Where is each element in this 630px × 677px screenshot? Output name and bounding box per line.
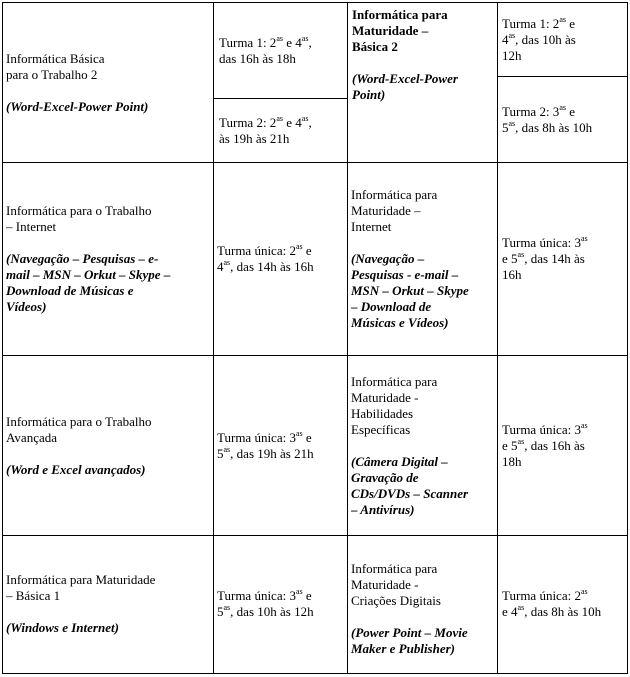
schedule-cell — [219, 3, 345, 98]
schedule-cell — [502, 536, 624, 672]
course-title: Informática para o Trabalho – Internet — [6, 203, 152, 234]
course-title: Informática para o Trabalho Avançada — [6, 413, 152, 445]
course-cell — [351, 356, 495, 535]
course-description: (Word e Excel avançados) — [6, 461, 146, 477]
course-description: (Navegação – Pesquisas – e- mail – MSN – Orkut – Skype – Download de Músicas e Vídeos) — [6, 251, 171, 314]
course-cell — [351, 163, 495, 355]
course-title: Informática para Maturidade – Básica 1 — [6, 572, 156, 603]
schedule-text: Turma única: $2^{as}$ e $4^{as}$, das 8h às 10h — [502, 587, 602, 619]
course-title: Informática para Maturidade - Habilidades Específicas — [351, 373, 438, 437]
course-cell — [6, 163, 210, 355]
schedule-cell — [217, 356, 345, 535]
schedule-text: Turma 1: $2^{as}$ e $4^{as}$, das 10h às 12h — [502, 14, 576, 63]
course-title: Informática para Maturidade – Básica 2 — [352, 7, 448, 54]
course-description: (Câmera Digital – Gravação de CDs/DVDs – Scanner – Antivírus) — [351, 453, 469, 517]
course-title: Informática para Maturidade – Internet — [351, 187, 438, 234]
course-description: (Windows e Internet) — [6, 620, 119, 635]
schedule-text: Turma única: $3^{as}$ e $5^{as}$, das 19h às 21h — [217, 428, 314, 461]
schedule-cell — [502, 3, 624, 76]
schedule-text: Turma 2: $3^{as}$ e $5^{as}$, das 8h às 10h — [502, 102, 593, 135]
course-title: Informática Básica para o Trabalho 2 — [6, 50, 105, 82]
schedule-cell — [217, 536, 345, 672]
column-divider — [497, 2, 498, 673]
schedule-text: Turma 1: $2^{as}$ e $4^{as}$, das 16h às 18h — [219, 33, 312, 66]
course-description: (Word-Excel-Power Point) — [352, 71, 458, 102]
schedule-cell — [217, 163, 345, 355]
schedule-text: Turma única: $2^{as}$ e $4^{as}$, das 14h às 16h — [217, 242, 314, 274]
course-description: (Navegação – Pesquisas - e-mail – MSN – Orkut – Skype – Download de Músicas e Vídeos) — [351, 251, 469, 330]
course-cell — [352, 7, 494, 159]
course-title: Informática para Maturidade - Criações Digitais — [351, 561, 441, 608]
schedule-cell — [219, 99, 345, 162]
course-cell — [6, 3, 210, 162]
schedule-text: Turma única: $3^{as}$ e $5^{as}$, das 10h às 12h — [217, 587, 314, 619]
schedule-text: Turma única: $3^{as}$ e $5^{as}$, das 16h às 18h — [502, 420, 588, 469]
schedule-cell — [502, 77, 624, 162]
schedule-cell — [502, 356, 624, 535]
column-divider — [347, 2, 348, 673]
course-description: (Word-Excel-Power Point) — [6, 98, 149, 114]
schedule-text: Turma 2: $2^{as}$ e $4^{as}$, às 19h às 21h — [219, 113, 312, 146]
schedule-text: Turma única: $3^{as}$ e $5^{as}$, das 14h às 16h — [502, 234, 588, 282]
course-cell — [6, 356, 210, 535]
course-description: (Power Point – Movie Maker e Publisher) — [351, 625, 468, 656]
column-divider — [213, 2, 214, 673]
schedule-cell — [502, 163, 624, 355]
course-cell — [351, 561, 495, 672]
course-cell — [6, 536, 210, 672]
